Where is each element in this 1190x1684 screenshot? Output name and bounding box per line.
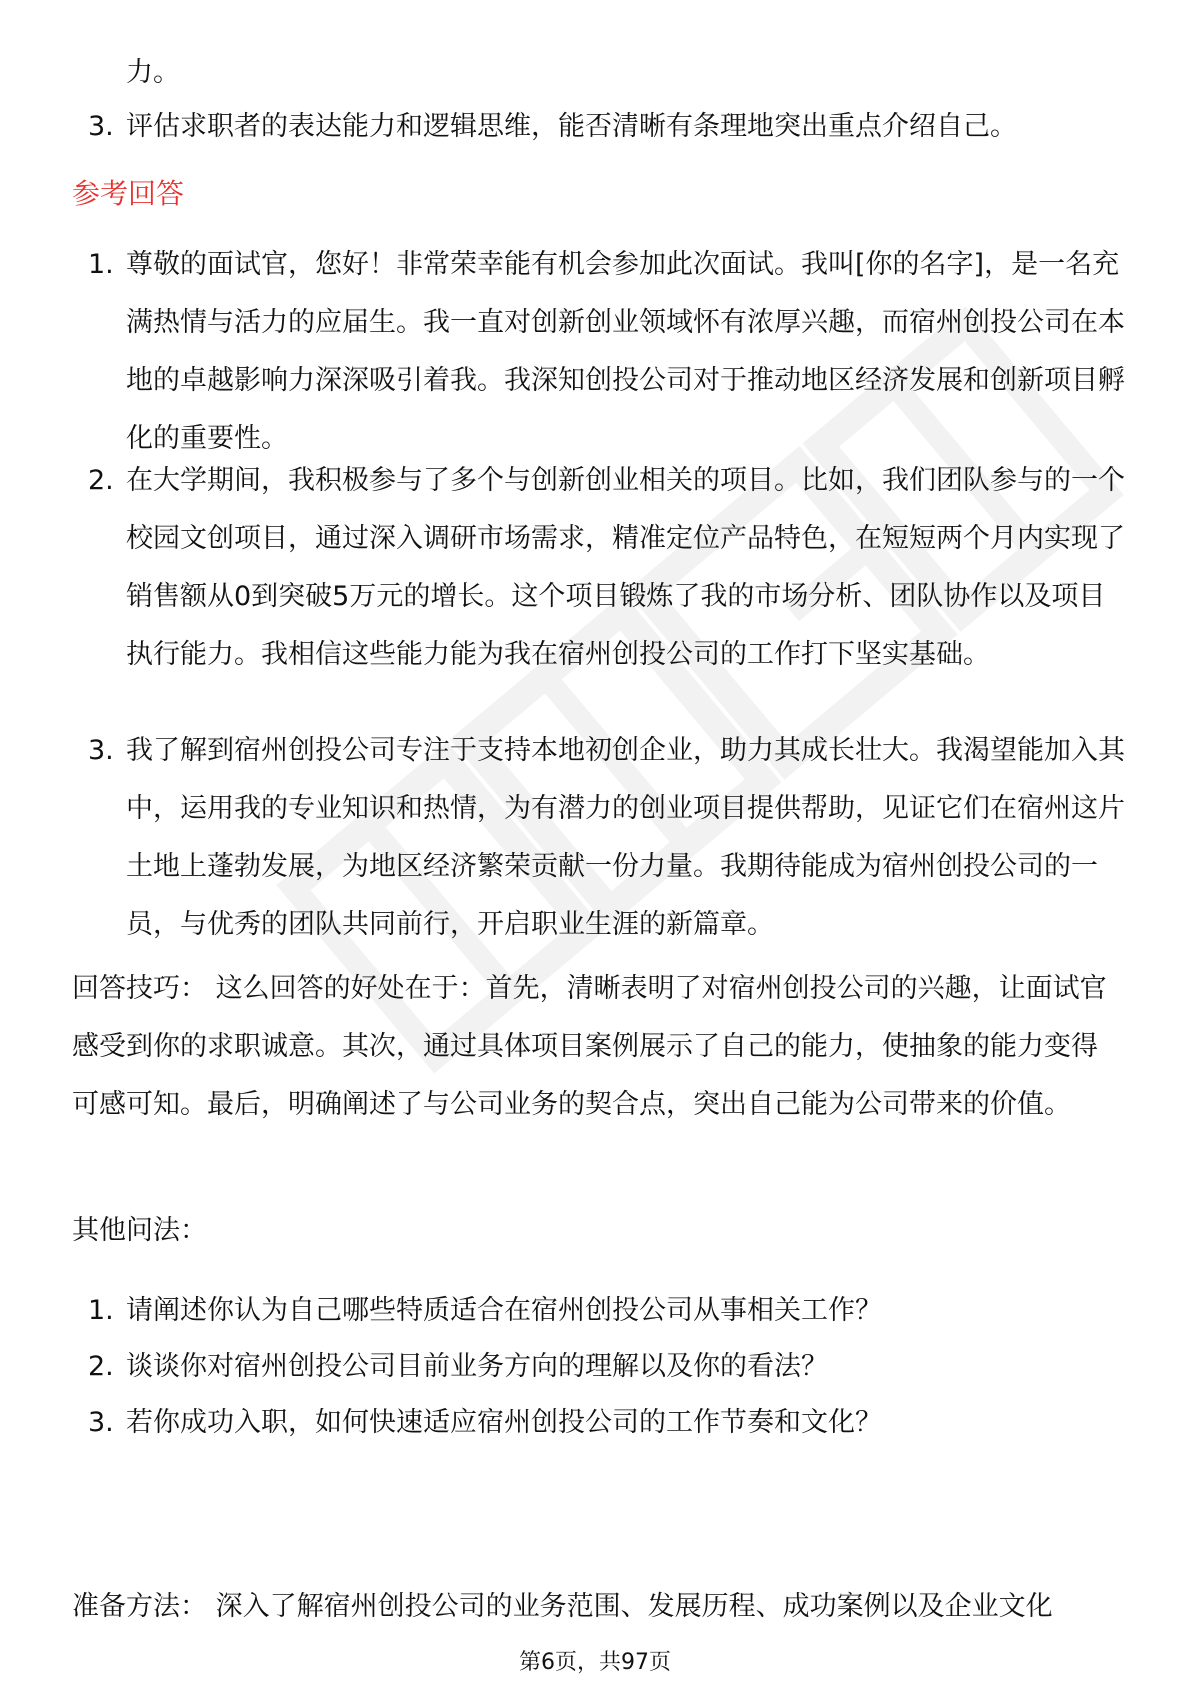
other-questions-heading: 其他问法： <box>72 1215 207 1246</box>
carry-over-text: 力。 <box>126 57 180 88</box>
list-text: 若你成功入职，如何快速适应宿州创投公司的工作节奏和文化？ <box>126 1407 882 1438</box>
list-text: 尊敬的面试官，您好！非常荣幸能有机会参加此次面试。我叫[你的名字]，是一名充满热情与活力的应届生。我一直对创新创业领域怀有浓厚兴趣，而宿州创投公司在本地的卓越影响力深深吸引着我。我深知创投公司对于推动地区经济发展和创新项目孵化的重要性。 <box>126 249 1125 454</box>
list-number: 3. <box>88 111 114 142</box>
list-text: 我了解到宿州创投公司专注于支持本地初创企业，助力其成长壮大。我渴望能加入其中，运用我的专业知识和热情，为有潜力的创业项目提供帮助，见证它们在宿州这片土地上蓬勃发展，为地区经济繁荣贡献一份力量。我期待能成为宿州创投公司的一员，与优秀的团队共同前行，开启职业生涯的新篇章。 <box>126 735 1125 940</box>
list-text: 评估求职者的表达能力和逻辑思维，能否清晰有条理地突出重点介绍自己。 <box>126 111 1017 142</box>
list-number: 1. <box>88 249 114 280</box>
list-text: 在大学期间，我积极参与了多个与创新创业相关的项目。比如，我们团队参与的一个校园文创项目，通过深入调研市场需求，精准定位产品特色，在短短两个月内实现了销售额从0到突破5万元的增长。这个项目锻炼了我的市场分析、团队协作以及项目执行能力。我相信这些能力能为我在宿州创投公司的工作打下坚实基础。 <box>126 465 1125 670</box>
list-text: 请阐述你认为自己哪些特质适合在宿州创投公司从事相关工作？ <box>126 1295 882 1326</box>
prep-method-paragraph: 准备方法： 深入了解宿州创投公司的业务范围、发展历程、成功案例以及企业文化 <box>72 1591 1053 1622</box>
page-number-footer: 第6页，共97页 <box>519 1650 671 1675</box>
list-number: 3. <box>88 1407 114 1438</box>
list-number: 3. <box>88 735 114 766</box>
reference-answer-heading: 参考回答 <box>72 177 185 210</box>
list-number: 2. <box>88 465 114 496</box>
list-number: 1. <box>88 1295 114 1326</box>
answer-tips-paragraph: 回答技巧： 这么回答的好处在于：首先，清晰表明了对宿州创投公司的兴趣，让面试官感受到你的求职诚意。其次，通过具体项目案例展示了自己的能力，使抽象的能力变得可感可知。最后，明确阐述了与公司业务的契合点，突出自己能为公司带来的价值。 <box>72 973 1107 1120</box>
list-number: 2. <box>88 1351 114 1382</box>
list-text: 谈谈你对宿州创投公司目前业务方向的理解以及你的看法？ <box>126 1351 828 1382</box>
